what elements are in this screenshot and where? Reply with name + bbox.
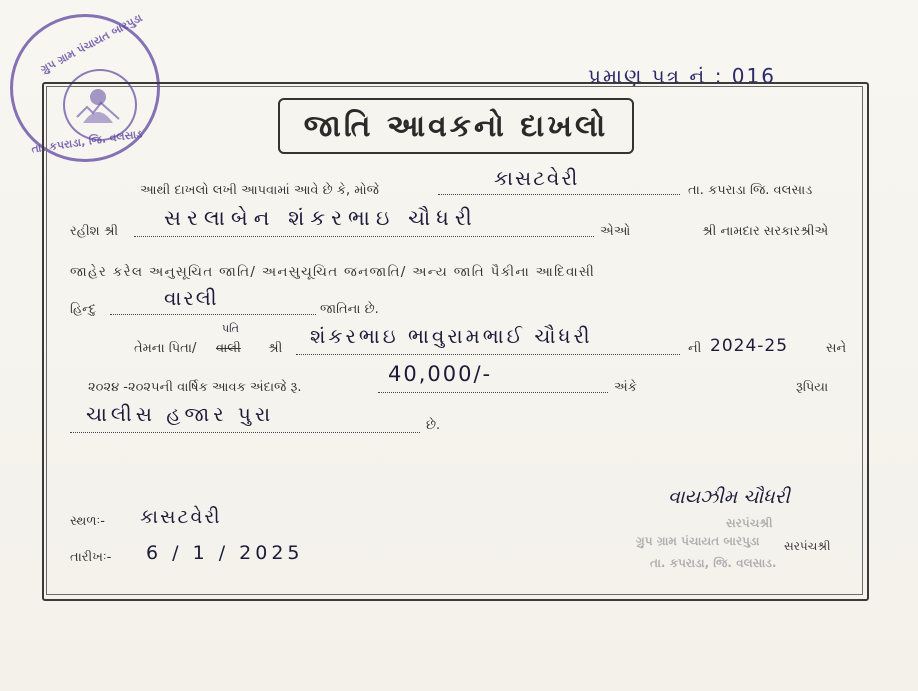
- line7-suffix: છે.: [426, 418, 441, 433]
- line5-mid: ની: [688, 341, 702, 356]
- line6-prefix: ૨૦૨૪ -૨૦૨૫ની વાર્ષિક આવક અંદાજે રૂ.: [88, 380, 302, 395]
- stamp-line1: સરપંચશ્રી: [726, 516, 773, 530]
- line3-text: જાહેર કરેલ અનુસૂચિત જાતિ/ અનસુચૂચિત જનજાતિ/ અન્ય જાતિ પૈકીના આદિવાસી: [70, 264, 596, 280]
- line6-suffix: રૂપિયા: [796, 380, 829, 395]
- caste-value: વારલી: [164, 286, 219, 310]
- sarpanch-signature: વાયઝીમ ચૌધરી: [668, 486, 790, 508]
- place-label: સ્થળઃ-: [70, 514, 105, 529]
- line6-mid: અંકે: [614, 380, 637, 395]
- line4-prefix: હિન્દુ: [70, 302, 96, 317]
- line2-suffix: શ્રી નામદાર સરકારશ્રીએ: [702, 224, 829, 239]
- line5-struck: વાલી: [216, 341, 241, 356]
- person-name-field: [134, 206, 594, 237]
- person-name-value: સરલાબેન શંકરભાઇ ચૌધરી: [164, 206, 478, 230]
- stamp-role: સરપંચશ્રી: [784, 539, 831, 553]
- stamp-line3: તા. કપરાડા, જિ. વલસાડ.: [650, 556, 777, 570]
- line1-suffix: તા. કપરાડા જિ. વલસાડ: [688, 183, 813, 198]
- village-field: [438, 166, 680, 195]
- father-name-field: [296, 324, 680, 355]
- line5-prefix: તેમના પિતા/: [134, 341, 197, 356]
- line4-suffix: જાતિના છે.: [320, 302, 379, 317]
- place-value: કાસટવેરી: [140, 506, 222, 528]
- income-words-field: [70, 402, 420, 433]
- income-amount-value: 40,000/-: [388, 362, 493, 386]
- income-amount-field: [378, 362, 608, 393]
- certificate-title: જાતિ આવકનો દાખલો: [278, 98, 634, 154]
- line5-insert: પતિ: [222, 322, 239, 335]
- seal-text-top: ગ્રુપ ગ્રામ પંચાયત બારપુડા: [38, 11, 145, 76]
- date-value: 6 / 1 / 2025: [146, 542, 304, 564]
- caste-field: [110, 286, 316, 315]
- year-end-value: 2024-25: [710, 336, 789, 356]
- date-label: તારીખઃ-: [70, 550, 112, 565]
- father-name-value: શંકરભાઇ ભાવુરામભાઈ ચૌધરી: [310, 324, 593, 348]
- stamp-line2: ગ્રુપ ગ્રામ પંચાયત બારપુડા: [636, 534, 760, 548]
- village-value: કાસટવેરી: [494, 166, 580, 190]
- income-words-value: ચાલીસ હજાર પુરા: [86, 402, 275, 426]
- seal-text-bottom: તા. કપરાડા, જિ. વલસાડ: [30, 127, 144, 156]
- line5-suffix: સને: [826, 341, 847, 356]
- line2-mid: એઓ: [600, 224, 631, 239]
- line2-prefix: રહીશ શ્રી: [70, 224, 119, 239]
- certificate-number: પ્રમાણ પત્ર નં : 016: [588, 64, 776, 88]
- line1-prefix: આથી દાખલો લખી આપવામાં આવે છે કે, મોજે: [140, 183, 379, 198]
- line5-shri: શ્રી: [268, 341, 283, 356]
